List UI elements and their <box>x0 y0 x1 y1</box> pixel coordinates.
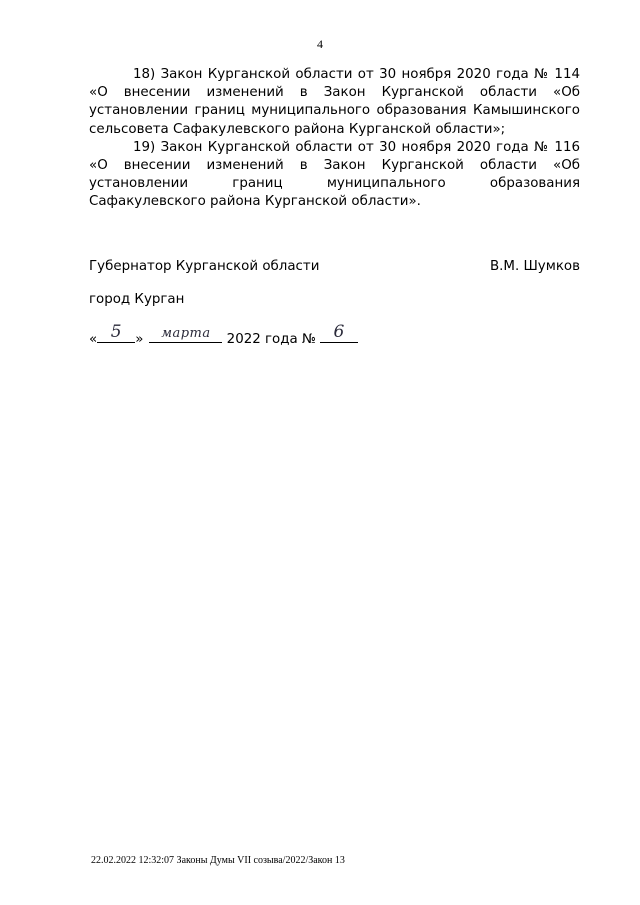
place-of-signing: город Курган <box>89 292 185 307</box>
handwritten-month: марта <box>161 326 211 341</box>
day-blank <box>97 322 135 343</box>
open-quote: « <box>89 332 98 347</box>
date-and-number-line <box>89 322 358 349</box>
number-blank <box>320 322 358 343</box>
handwritten-day: 5 <box>110 322 122 342</box>
law-list <box>89 66 580 212</box>
page-number: 4 <box>317 37 323 51</box>
month-blank <box>149 326 222 343</box>
close-quote: » <box>135 332 144 347</box>
document-footer: 22.02.2022 12:32:07 Законы Думы VII созыва/2022/Закон 13 <box>91 855 345 866</box>
signatory-position: Губернатор Курганской области <box>89 259 320 274</box>
handwritten-number: 6 <box>333 322 345 342</box>
signatory-name: В.М. Шумков <box>489 259 580 274</box>
law-item-19: 19) Закон Курганской области от 30 ноября 2020 года № 116 «О внесении изменений в Закон Курганской области «Об установлении границ муниципального образования Сафакулевского района Курганской области». <box>89 139 580 210</box>
law-item-18: 18) Закон Курганской области от 30 ноября 2020 года № 114 «О внесении изменений в Закон Курганской области «Об установлении границ муниципального образования Камышинского сельсовета Сафакулевского района Курганской области»; <box>89 67 580 137</box>
year-and-number-label: 2022 года № <box>226 332 316 347</box>
